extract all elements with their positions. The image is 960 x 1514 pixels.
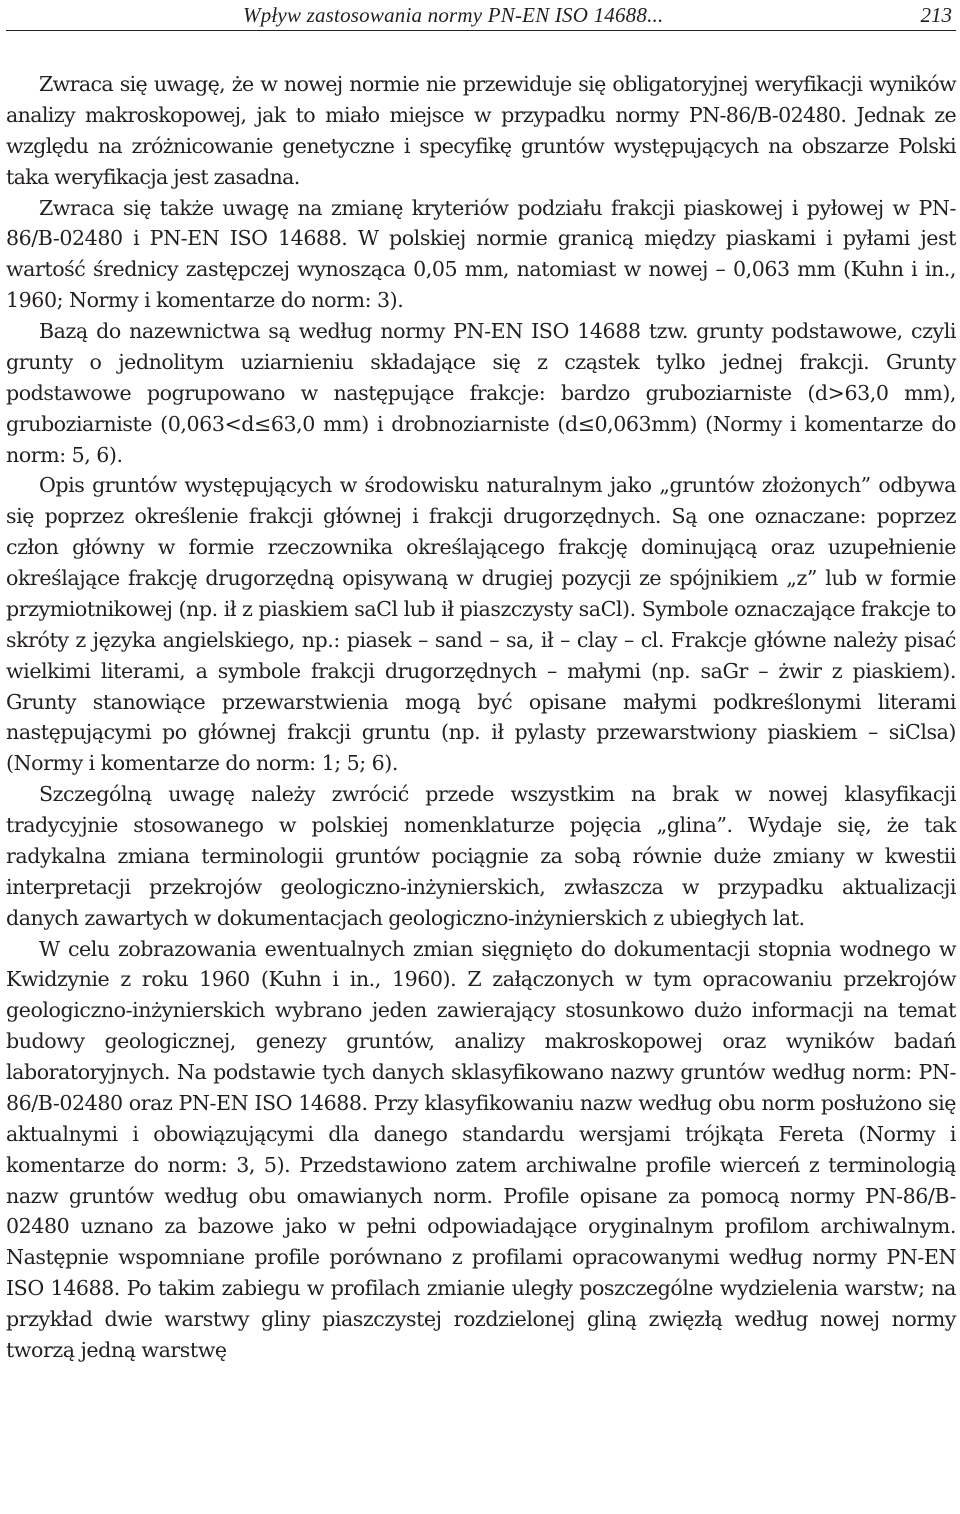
page-number: 213	[920, 3, 952, 27]
article-body	[6, 69, 956, 1366]
running-title: Wpływ zastosowania normy PN-EN ISO 14688...	[243, 3, 664, 27]
paragraph-basic-soils: Bazą do nazewnictwa są według normy PN-EN ISO 14688 tzw. grunty podstawowe, czyli grunty o jednolitym uziarnieniu składające się z cząstek tylko jednej frakcji. Grunty podstawowe pogrupowano w następujące frakcje: bardzo gruboziarniste (d>63,0 mm), gruboziarniste (0,063<d≤63,0 mm) i drobnoziarniste (d≤0,063mm) (Normy i komentarze do norm: 5, 6).	[6, 319, 956, 467]
paragraph-composite-soils: Opis gruntów występujących w środowisku naturalnym jako „gruntów złożonych” odbywa się poprzez określenie frakcji głównej i frakcji drugorzędnych. Są one oznaczane: poprzez człon główny w formie rzeczownika określającego frakcję dominującą oraz uzupełnienie określające frakcję drugorzędną opisywaną w drugiej pozycji ze spójnikiem „z” lub w formie przymiotnikowej (np. ił z piaskiem saCl lub ił piaszczysty saCl). Symbole oznaczające frakcje to skróty z języka angielskiego, np.: piasek – sand – sa, ił – clay – cl. Frakcje główne należy pisać wielkimi literami, a symbole frakcji drugorzędnych – małymi (np. saGr – żwir z piaskiem). Grunty stanowiące przewarstwienia mogą być opisane małymi podkreślonymi literami następującymi po głównej frakcji gruntu (np. ił pylasty przewarstwiony piaskiem – siClsa) (Normy i komentarze do norm: 1; 5; 6).	[6, 473, 956, 776]
paragraph-kwidzyn-profiles: W celu zobrazowania ewentualnych zmian sięgnięto do dokumentacji stopnia wodnego w Kwidzynie z roku 1960 (Kuhn i in., 1960). Z załączonych w tym opracowaniu przekrojów geologiczno-inżynierskich wybrano jeden zawierający stosunkowo dużo informacji na temat budowy geologicznej, genezy gruntów, analizy makroskopowej oraz wyników badań laboratoryjnych. Na podstawie tych danych sklasyfikowano nazwy gruntów według norm: PN-86/B-02480 oraz PN-EN ISO 14688. Przy klasyfikowaniu nazw według obu norm posłużono się aktualnymi i obowiązującymi dla danego standardu wersjami trójkąta Fereta (Normy i komentarze do norm: 3, 5). Przedstawiono zatem archiwalne profile wierceń z terminologią nazw gruntów według obu omawianych norm. Profile opisane za pomocą normy PN-86/B-02480 uznano za bazowe jako w pełni odpowiadające oryginalnym profilom archiwalnym. Następnie wspomniane profile porównano z profilami opracowanymi według normy PN-EN ISO 14688. Po takim zabiegu w profilach zmianie uległy poszczególne wydzielenia warstw; na przykład dwie warstwy gliny piaszczystej rozdzielonej gliną zwięzłą według nowej normy tworzą jedną warstwę	[6, 936, 956, 1362]
paragraph-glina-terminology: Szczególną uwagę należy zwrócić przede wszystkim na brak w nowej klasyfikacji tradycyjnie stosowanego w polskiej nomenklaturze pojęcia „glina”. Wydaje się, że tak radykalna zmiana terminologii gruntów pociągnie za sobą równie duże zmiany w kwestii interpretacji przekrojów geologiczno-inżynierskich, zwłaszcza w przypadku aktualizacji danych zawartych w dokumentacjach geologiczno-inżynierskich z ubiegłych lat.	[6, 782, 956, 930]
paragraph-verification-note: Zwraca się uwagę, że w nowej normie nie przewiduje się obligatoryjnej weryfikacji wyników analizy makroskopowej, jak to miało miejsce w przypadku normy PN-86/B-02480. Jednak ze względu na zróżnicowanie genetyczne i specyfikę gruntów występujących na obszarze Polski taka weryfikacja jest zasadna.	[6, 72, 956, 189]
paragraph-fraction-criteria: Zwraca się także uwagę na zmianę kryteriów podziału frakcji piaskowej i pyłowej w PN-86/B-02480 i PN-EN ISO 14688. W polskiej normie granicą między piaskami i pyłami jest wartość średnicy zastępczej wynosząca 0,05 mm, natomiast w nowej – 0,063 mm (Kuhn i in., 1960; Normy i komentarze do norm: 3).	[6, 195, 956, 313]
running-header	[6, 0, 956, 31]
